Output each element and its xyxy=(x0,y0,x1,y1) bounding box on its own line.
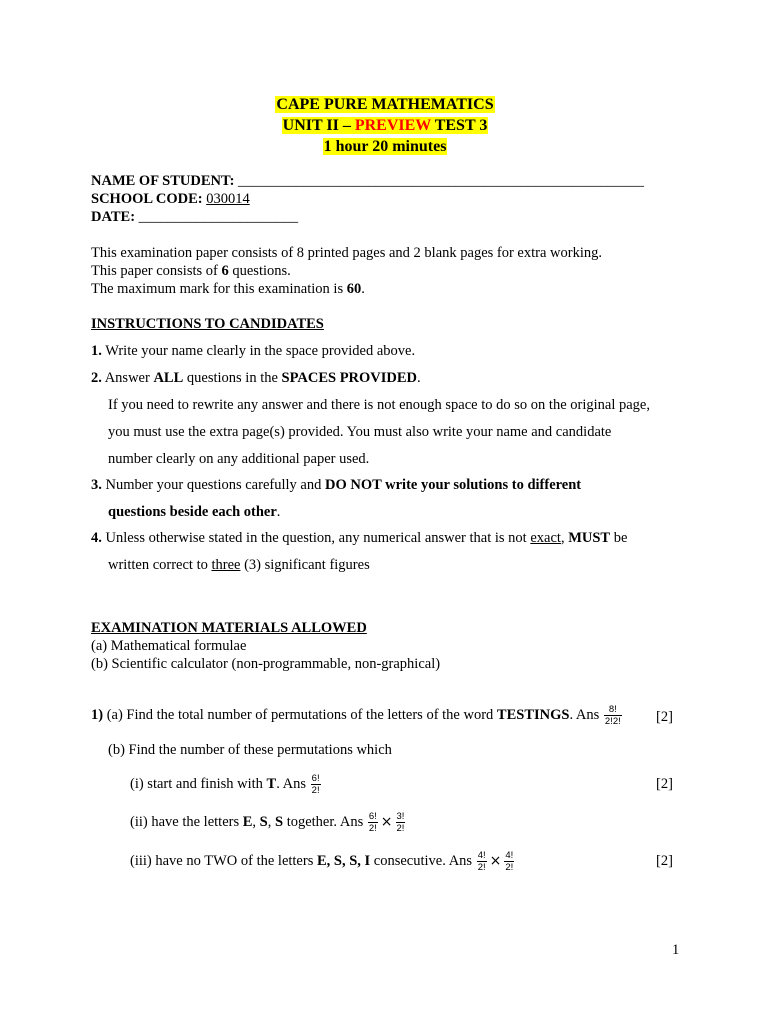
instruction-3-line-2: questions beside each other. xyxy=(108,504,281,520)
student-name-field[interactable]: ________________________________________________________ xyxy=(238,173,645,189)
question-1b-iii-mark: [2] xyxy=(656,853,673,869)
instruction-1: 1. Write your name clearly in the space provided above. xyxy=(91,343,416,359)
school-code-line: SCHOOL CODE: 030014 xyxy=(91,191,250,207)
paper-max-mark-info: The maximum mark for this examination is 60. xyxy=(91,281,365,297)
unit-line: UNIT II – PREVIEW TEST 3 xyxy=(282,117,488,134)
question-1b: (b) Find the number of these permutations which xyxy=(108,742,392,758)
material-a: (a) Mathematical formulae xyxy=(91,638,247,654)
question-1b-i: (i) start and finish with T. Ans $\frac{6!}{2!}$ xyxy=(130,773,320,797)
times-sign: × xyxy=(380,814,393,830)
paper-pages-info: This examination paper consists of 8 printed pages and 2 blank pages for extra working. xyxy=(91,245,602,261)
question-1b-iii: (iii) have no TWO of the letters E, S, S, I consecutive. Ans $\frac{4!}{2!}$ × $\frac{4!}{2!}$ xyxy=(130,850,514,874)
instruction-2: 2. Answer ALL questions in the SPACES PROVIDED. xyxy=(91,370,421,386)
preview-label: PREVIEW xyxy=(354,117,431,134)
paper-questions-info: This paper consists of 6 questions. xyxy=(91,263,291,279)
page-number: 1 xyxy=(672,942,680,958)
answer-fraction: $\frac{4!}{2!}$ xyxy=(505,850,514,874)
times-sign: × xyxy=(489,853,502,869)
question-1b-i-mark: [2] xyxy=(656,776,673,792)
student-name-line: NAME OF STUDENT: ________________________________________________________ xyxy=(91,173,645,189)
instruction-2-line-3: you must use the extra page(s) provided. You must also write your name and candidate xyxy=(108,424,612,440)
duration-line: 1 hour 20 minutes xyxy=(323,138,447,155)
date-field[interactable]: ______________________ xyxy=(138,209,299,225)
question-1a-mark: [2] xyxy=(656,709,673,725)
instruction-4: 4. Unless otherwise stated in the question, any numerical answer that is not exact, MUST be xyxy=(91,530,628,546)
materials-heading: EXAMINATION MATERIALS ALLOWED xyxy=(91,620,367,636)
instruction-2-line-4: number clearly on any additional paper used. xyxy=(108,451,370,467)
material-b: (b) Scientific calculator (non-programmable, non-graphical) xyxy=(91,656,441,672)
exam-title: CAPE PURE MATHEMATICS xyxy=(276,96,494,113)
answer-fraction: $\frac{4!}{2!}$ xyxy=(477,850,486,874)
answer-fraction: $\frac{6!}{2!}$ xyxy=(311,773,320,797)
instruction-4-line-2: written correct to three (3) significant figures xyxy=(108,557,370,573)
instruction-2-line-2: If you need to rewrite any answer and there is not enough space to do so on the original page, xyxy=(108,397,650,413)
answer-fraction: $\frac{8!}{2!2!}$ xyxy=(604,704,621,728)
question-1b-ii: (ii) have the letters E, S, S together. Ans $\frac{6!}{2!}$ × $\frac{3!}{2!}$ xyxy=(130,811,405,835)
answer-fraction: $\frac{6!}{2!}$ xyxy=(368,811,377,835)
school-code-value: 030014 xyxy=(206,191,250,207)
date-line: DATE: ______________________ xyxy=(91,209,299,225)
answer-fraction: $\frac{3!}{2!}$ xyxy=(396,811,405,835)
question-1a: 1) (a) Find the total number of permutations of the letters of the word TESTINGS. Ans $\frac{8!}{2!2!}$ xyxy=(91,704,621,728)
instruction-3: 3. Number your questions carefully and DO NOT write your solutions to different xyxy=(91,477,582,493)
instructions-heading: INSTRUCTIONS TO CANDIDATES xyxy=(91,316,324,332)
